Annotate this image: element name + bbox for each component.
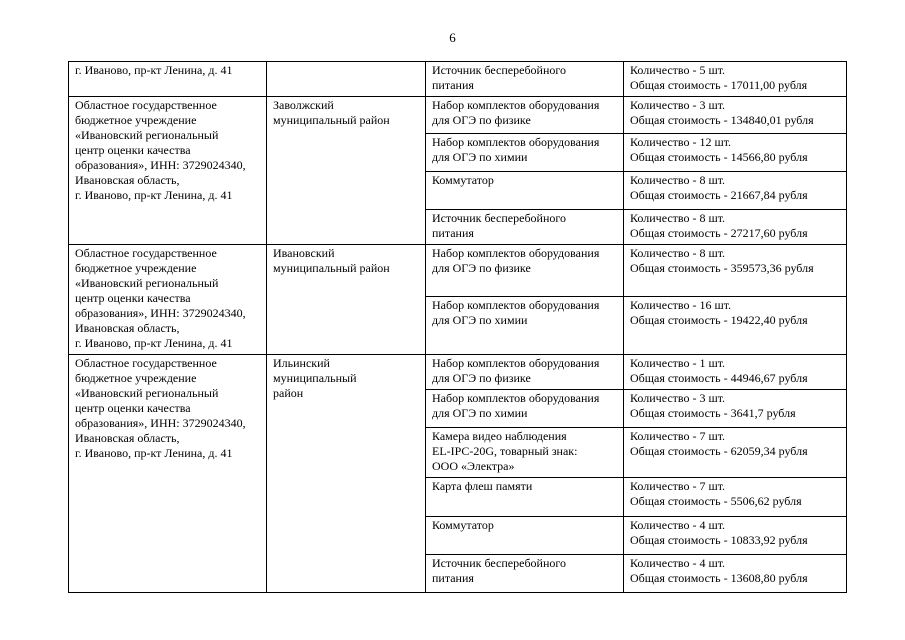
item-cell: Набор комплектов оборудования для ОГЭ по физике bbox=[426, 355, 624, 390]
district-cell: Заволжский муниципальный район bbox=[267, 97, 426, 245]
item-cell: Карта флеш памяти bbox=[426, 478, 624, 517]
district-cell: Ивановский муниципальный район bbox=[267, 245, 426, 355]
table-row bbox=[69, 245, 847, 297]
quantity-cost-cell: Количество - 8 шт. Общая стоимость - 27217,60 рубля bbox=[624, 210, 847, 245]
item-cell: Набор комплектов оборудования для ОГЭ по физике bbox=[426, 97, 624, 134]
district-cell bbox=[267, 62, 426, 97]
item-cell: Источник бесперебойного питания bbox=[426, 555, 624, 593]
item-cell: Набор комплектов оборудования для ОГЭ по химии bbox=[426, 390, 624, 428]
item-cell: Коммутатор bbox=[426, 172, 624, 210]
quantity-cost-cell: Количество - 12 шт. Общая стоимость - 14566,80 рубля bbox=[624, 134, 847, 172]
organization-cell: Областное государственное бюджетное учреждение «Ивановский региональный центр оценки качества образования», ИНН: 3729024340, Ивановская область, г. Иваново, пр-кт Ленина, д. 41 bbox=[69, 355, 267, 593]
quantity-cost-cell: Количество - 8 шт. Общая стоимость - 21667,84 рубля bbox=[624, 172, 847, 210]
quantity-cost-cell: Количество - 4 шт. Общая стоимость - 13608,80 рубля bbox=[624, 555, 847, 593]
organization-cell: г. Иваново, пр-кт Ленина, д. 41 bbox=[69, 62, 267, 97]
item-cell: Набор комплектов оборудования для ОГЭ по химии bbox=[426, 296, 624, 354]
item-cell: Источник бесперебойного питания bbox=[426, 62, 624, 97]
quantity-cost-cell: Количество - 3 шт. Общая стоимость - 134840,01 рубля bbox=[624, 97, 847, 134]
quantity-cost-cell: Количество - 7 шт. Общая стоимость - 62059,34 рубля bbox=[624, 428, 847, 478]
item-cell: Набор комплектов оборудования для ОГЭ по химии bbox=[426, 134, 624, 172]
quantity-cost-cell: Количество - 3 шт. Общая стоимость - 3641,7 рубля bbox=[624, 390, 847, 428]
quantity-cost-cell: Количество - 8 шт. Общая стоимость - 359573,36 рубля bbox=[624, 245, 847, 297]
table-row bbox=[69, 97, 847, 134]
equipment-table bbox=[68, 61, 847, 593]
item-cell: Набор комплектов оборудования для ОГЭ по физике bbox=[426, 245, 624, 297]
quantity-cost-cell: Количество - 1 шт. Общая стоимость - 44946,67 рубля bbox=[624, 355, 847, 390]
organization-cell: Областное государственное бюджетное учреждение «Ивановский региональный центр оценки качества образования», ИНН: 3729024340, Ивановская область, г. Иваново, пр-кт Ленина, д. 41 bbox=[69, 245, 267, 355]
quantity-cost-cell: Количество - 16 шт. Общая стоимость - 19422,40 рубля bbox=[624, 296, 847, 354]
organization-cell: Областное государственное бюджетное учреждение «Ивановский региональный центр оценки качества образования», ИНН: 3729024340, Ивановская область, г. Иваново, пр-кт Ленина, д. 41 bbox=[69, 97, 267, 245]
item-cell: Камера видео наблюдения EL-IPC-20G, товарный знак: ООО «Электра» bbox=[426, 428, 624, 478]
item-cell: Источник бесперебойного питания bbox=[426, 210, 624, 245]
quantity-cost-cell: Количество - 7 шт. Общая стоимость - 5506,62 рубля bbox=[624, 478, 847, 517]
district-cell: Ильинский муниципальный район bbox=[267, 355, 426, 593]
quantity-cost-cell: Количество - 5 шт. Общая стоимость - 17011,00 рубля bbox=[624, 62, 847, 97]
item-cell: Коммутатор bbox=[426, 517, 624, 555]
table-row bbox=[69, 355, 847, 390]
page-number: 6 bbox=[449, 30, 456, 45]
table-row bbox=[69, 62, 847, 97]
quantity-cost-cell: Количество - 4 шт. Общая стоимость - 10833,92 рубля bbox=[624, 517, 847, 555]
